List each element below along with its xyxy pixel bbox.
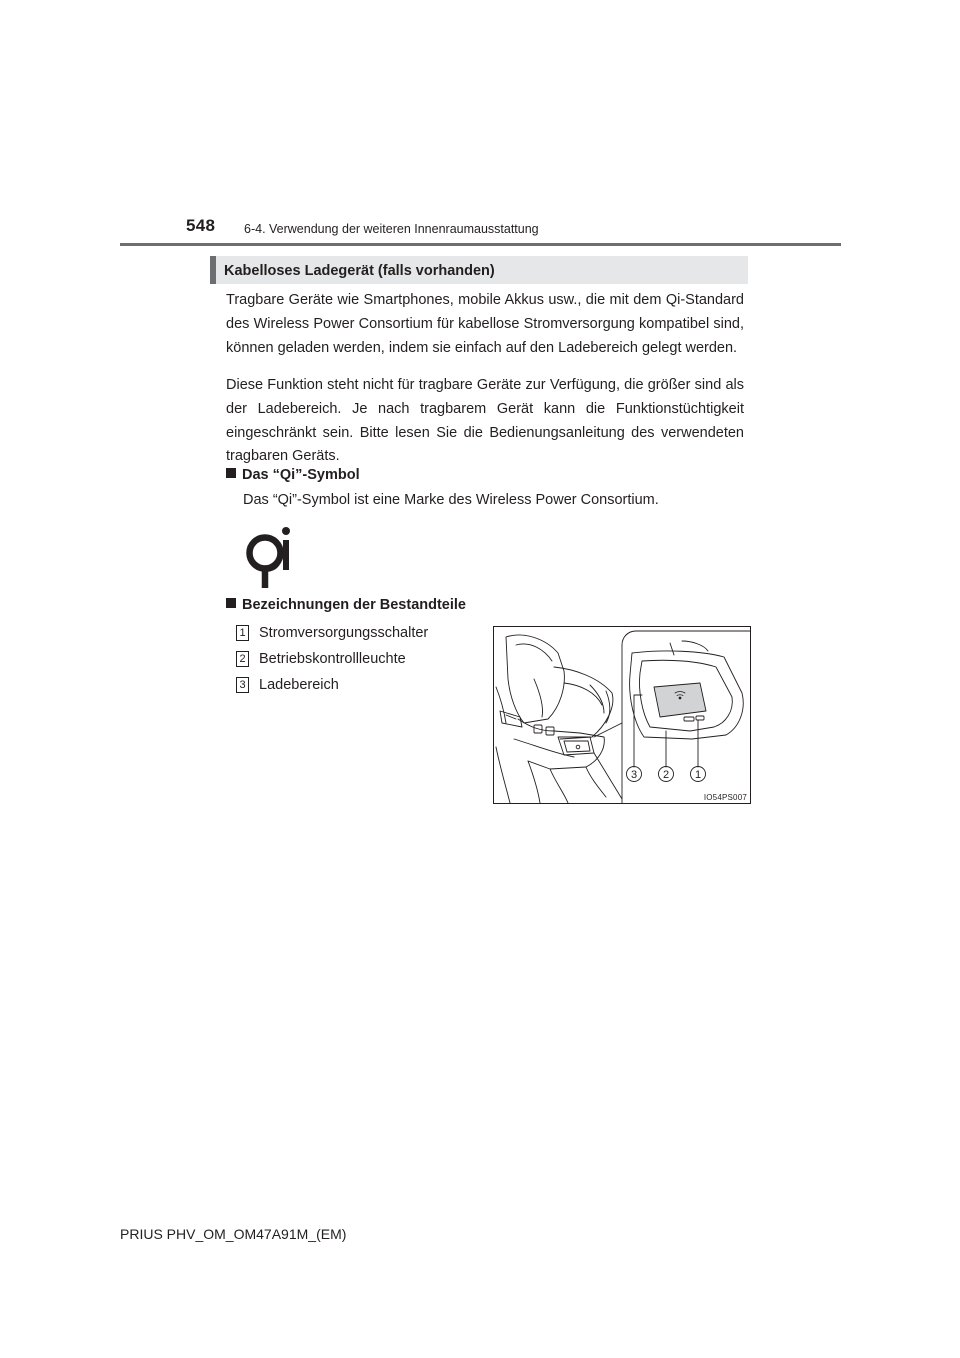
component-number: 1 [236,625,249,641]
component-item-charging-area [236,672,428,698]
qi-symbol-heading [226,467,360,483]
bullet-square-icon [226,468,236,478]
console-line-drawing [494,627,750,803]
callout-2: 2 [662,769,670,781]
chapter-heading: 6-4. Verwendung der weiteren Innenraumausstattung [244,222,539,236]
component-item-indicator [236,646,428,672]
bullet-square-icon [226,598,236,608]
components-list [236,620,428,698]
qi-symbol-heading-text: Das “Qi”-Symbol [242,467,360,483]
callout-3: 3 [630,769,638,781]
section-title: Kabelloses Ladegerät (falls vorhanden) [224,263,495,279]
components-heading-text: Bezeichnungen der Bestandteile [242,597,466,613]
callout-1: 1 [694,769,702,781]
component-label: Stromversorgungsschalter [259,625,429,641]
footer-document-code: PRIUS PHV_OM_OM47A91M_(EM) [120,1226,347,1242]
components-heading [226,597,466,613]
charger-illustration [493,626,751,804]
qi-symbol-description: Das “Qi”-Symbol ist eine Marke des Wireless Power Consortium. [243,492,659,508]
limitation-paragraph: Diese Funktion steht nicht für tragbare Geräte zur Verfügung, die größer sind als der Ladebereich. Je nach tragbarem Gerät kann die Funktionstüchtigkeit eingeschränkt sein. Bitte lesen Sie die Bedienungsanleitung des verwendeten tragbaren Geräts. [226,377,744,465]
component-number: 3 [236,677,249,693]
component-label: Ladebereich [259,677,339,693]
qi-logo-icon [246,526,298,590]
header-rule [120,243,841,246]
component-number: 2 [236,651,249,667]
page-number: 548 [186,216,216,235]
component-label: Betriebskontrollleuchte [259,651,406,667]
component-item-power-switch [236,620,428,646]
figure-code: IO54PS007 [703,793,747,802]
intro-paragraph: Tragbare Geräte wie Smartphones, mobile Akkus usw., die mit dem Qi-Standard des Wireless Power Consortium für kabellose Stromversorgung kompatibel sind, können geladen werden, indem sie einfach auf den Ladebereich gelegt werden. [226,292,744,356]
